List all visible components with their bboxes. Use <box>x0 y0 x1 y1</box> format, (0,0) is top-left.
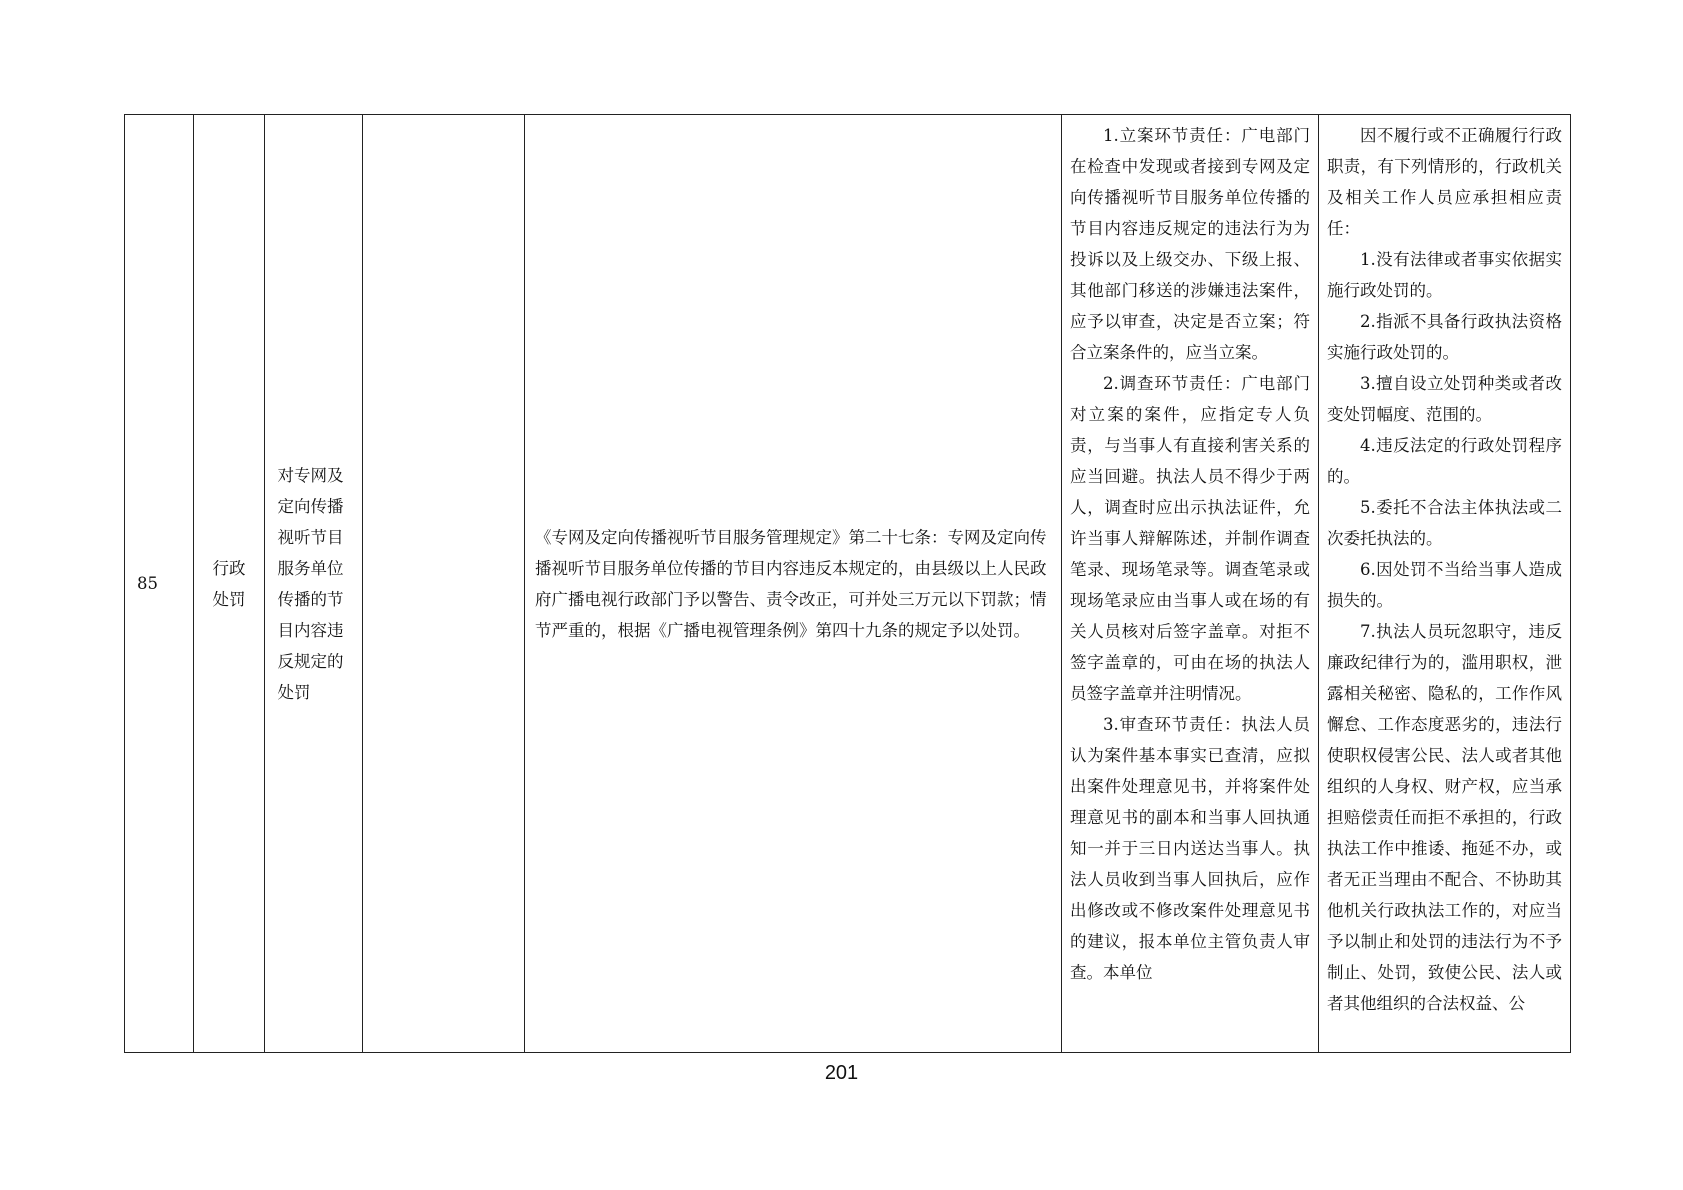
item-type: 行政处罚 <box>212 558 246 609</box>
responsibility-paragraph-3: 3.审查环节责任：执法人员认为案件基本事实已查清，应拟出案件处理意见书，并将案件处理意见书的副本和当事人回执通知一并于三日内送达当事人。执法人员收到当事人回执后，应作出修改或不修改案件处理意见书的建议，报本单位主管负责人审查。本单位 <box>1070 715 1310 982</box>
item-number-cell <box>125 115 194 1053</box>
page-number: 201 <box>824 1062 859 1084</box>
liability-cell <box>1319 115 1571 1053</box>
subitem-cell <box>363 115 525 1053</box>
responsibility-paragraph-1: 1.立案环节责任：广电部门在检查中发现或者接到专网及定向传播视听节目服务单位传播的节目内容违反规定的违法行为为投诉以及上级交办、下级上报、其他部门移送的涉嫌违法案件，应予以审查，决定是否立案；符合立案条件的，应当立案。 <box>1070 126 1310 362</box>
responsibility-paragraph-2: 2.调查环节责任：广电部门对立案的案件，应指定专人负责，与当事人有直接利害关系的应当回避。执法人员不得少于两人，调查时应出示执法证件，允许当事人辩解陈述，并制作调查笔录、现场笔录等。调查笔录或现场笔录应由当事人或在场的有关人员核对后签字盖章。对拒不签字盖章的，可由在场的执法人员签字盖章并注明情况。 <box>1070 374 1310 703</box>
liability-item-6: 6.因处罚不当给当事人造成损失的。 <box>1327 560 1562 610</box>
liability-item-3: 3.擅自设立处罚种类或者改变处罚幅度、范围的。 <box>1327 374 1562 424</box>
item-name-cell <box>265 115 363 1053</box>
item-type-cell <box>194 115 265 1053</box>
responsibility-table <box>124 114 1571 1053</box>
liability-item-7: 7.执法人员玩忽职守，违反廉政纪律行为的，滥用职权，泄露相关秘密、隐私的，工作作风懈怠、工作态度恶劣的，违法行使职权侵害公民、法人或者其他组织的人身权、财产权，应当承担赔偿责任而拒不承担的，行政执法工作中推诿、拖延不办，或者无正当理由不配合、不协助其他机关行政执法工作的，对应当予以制止和处罚的违法行为不予制止、处罚，致使公民、法人或者其他组织的合法权益、公 <box>1327 622 1562 1013</box>
liability-intro: 因不履行或不正确履行行政职责，有下列情形的，行政机关及相关工作人员应承担相应责任： <box>1327 126 1562 238</box>
liability-item-2: 2.指派不具备行政执法资格实施行政处罚的。 <box>1327 312 1562 362</box>
liability-item-5: 5.委托不合法主体执法或二次委托执法的。 <box>1327 498 1562 548</box>
legal-basis-cell <box>525 115 1062 1053</box>
liability-item-4: 4.违反法定的行政处罚程序的。 <box>1327 436 1562 486</box>
item-name: 对专网及定向传播视听节目服务单位传播的节目内容违反规定的处罚 <box>277 465 344 702</box>
liability-item-1: 1.没有法律或者事实依据实施行政处罚的。 <box>1327 250 1562 300</box>
item-number: 85 <box>137 574 158 593</box>
table-row <box>125 115 1571 1053</box>
legal-basis: 《专网及定向传播视听节目服务管理规定》第二十七条：专网及定向传播视听节目服务单位传播的节目内容违反本规定的，由县级以上人民政府广播电视行政部门予以警告、责令改正，可并处三万元以下罚款；情节严重的，根据《广播电视管理条例》第四十九条的规定予以处罚。 <box>535 527 1047 640</box>
responsibility-cell <box>1062 115 1319 1053</box>
